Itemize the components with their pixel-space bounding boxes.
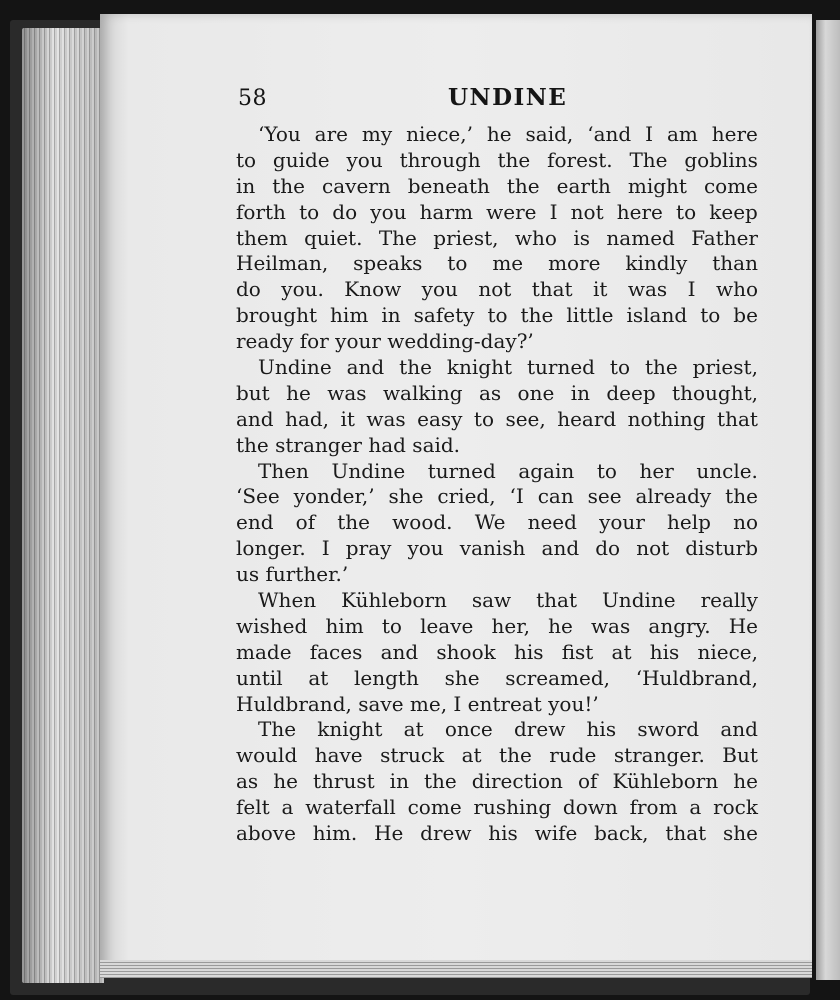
word: you xyxy=(407,536,444,561)
word: safety xyxy=(413,303,475,328)
word: once xyxy=(444,717,493,742)
word: him xyxy=(325,613,364,638)
word: through xyxy=(399,147,481,172)
word: and xyxy=(236,406,274,431)
word: me xyxy=(492,251,524,276)
word: The xyxy=(629,147,668,172)
word: He xyxy=(374,821,404,846)
word: she xyxy=(444,665,480,690)
text-line: the stranger had said. xyxy=(236,432,461,457)
word: saw xyxy=(471,588,512,613)
word: it xyxy=(593,277,608,302)
word: the xyxy=(644,355,678,380)
text-line: Huldbrand, save me, I entreat you!’ xyxy=(236,691,599,716)
text-line xyxy=(236,484,758,510)
word: as xyxy=(478,380,502,405)
text-line xyxy=(236,122,758,148)
word: said, xyxy=(525,122,574,146)
word: of xyxy=(295,510,316,535)
word: wood. xyxy=(392,510,453,535)
word: He xyxy=(728,613,758,638)
word: sword xyxy=(637,717,700,742)
word: until xyxy=(236,665,283,690)
word: need xyxy=(527,510,577,535)
word: I xyxy=(687,277,696,302)
word: ‘I xyxy=(509,484,524,509)
word: longer. xyxy=(236,536,306,561)
word: turned xyxy=(526,355,595,380)
word: the xyxy=(497,147,531,172)
word: rock xyxy=(713,795,758,820)
word: kindly xyxy=(625,251,688,276)
word: Know xyxy=(344,277,402,302)
word: turned xyxy=(427,458,496,483)
word: to xyxy=(473,406,494,431)
text-line xyxy=(236,251,758,277)
word: the xyxy=(725,484,758,509)
word: nothing xyxy=(627,406,706,431)
word: direction xyxy=(471,769,563,794)
word: beneath xyxy=(407,173,490,198)
word: a xyxy=(281,795,294,820)
word: rushing xyxy=(473,795,552,820)
word: more xyxy=(548,251,601,276)
text-line: ready for your wedding-day?’ xyxy=(236,329,534,354)
word: you xyxy=(370,199,407,224)
word: to xyxy=(700,303,721,328)
word: was xyxy=(366,406,406,431)
word: am xyxy=(666,122,698,146)
word: cried, xyxy=(437,484,496,509)
word: I xyxy=(549,199,558,224)
word: priest, xyxy=(433,225,499,250)
word: to xyxy=(609,355,630,380)
word: Undine xyxy=(601,588,676,613)
word: drew xyxy=(514,717,566,742)
body-text xyxy=(236,122,758,847)
word: Father xyxy=(691,225,758,250)
word: had, xyxy=(285,406,330,431)
word: to xyxy=(299,199,320,224)
text-line xyxy=(236,407,758,433)
word: see, xyxy=(505,406,546,431)
word: already xyxy=(635,484,712,509)
word: stranger. xyxy=(613,743,705,768)
word: ‘and xyxy=(587,122,632,146)
word: earth xyxy=(556,173,611,198)
word: at xyxy=(611,639,632,664)
word: really xyxy=(700,588,758,613)
text-line xyxy=(236,226,758,252)
word: back, xyxy=(594,821,649,846)
word: forth xyxy=(236,199,286,224)
word: Undine xyxy=(331,458,406,483)
word: he xyxy=(486,122,512,146)
word: in xyxy=(389,769,409,794)
word: vanish xyxy=(459,536,526,561)
word: and xyxy=(541,536,580,561)
word: thought, xyxy=(672,380,758,405)
word: she xyxy=(722,821,758,846)
word: made xyxy=(236,639,292,664)
text-line xyxy=(236,717,758,743)
word: as xyxy=(236,769,259,794)
word: thrust xyxy=(312,769,375,794)
word: easy xyxy=(417,406,463,431)
word: end xyxy=(236,510,274,535)
text-line xyxy=(236,743,758,769)
text-line xyxy=(236,795,758,821)
word: uncle. xyxy=(696,458,758,483)
word: to xyxy=(236,147,257,172)
word: angry. xyxy=(648,613,711,638)
word: him xyxy=(330,303,369,328)
word: it xyxy=(340,406,355,431)
word: not xyxy=(636,536,670,561)
word: brought xyxy=(236,303,318,328)
word: come xyxy=(407,795,462,820)
word: would xyxy=(236,743,298,768)
word: disturb xyxy=(685,536,758,561)
word: above xyxy=(236,821,296,846)
word: But xyxy=(722,743,758,768)
word: in xyxy=(381,303,401,328)
word: quiet. xyxy=(304,225,363,250)
text-line xyxy=(236,355,758,381)
word: not xyxy=(570,199,604,224)
word: The xyxy=(378,225,417,250)
word: that xyxy=(531,277,573,302)
word: deep xyxy=(606,380,656,405)
word: leave xyxy=(420,613,474,638)
word: them xyxy=(236,225,288,250)
word: one xyxy=(517,380,555,405)
running-head: UNDINE xyxy=(448,84,568,111)
word: Kühleborn xyxy=(612,769,719,794)
word: niece,’ xyxy=(406,122,473,146)
word: guide xyxy=(272,147,330,172)
word: that xyxy=(665,821,707,846)
word: I xyxy=(321,536,330,561)
word: his xyxy=(488,821,518,846)
word: in xyxy=(236,173,256,198)
word: have xyxy=(314,743,363,768)
word: he xyxy=(733,769,758,794)
page-edges xyxy=(22,28,104,983)
word: to xyxy=(381,613,402,638)
word: her, xyxy=(491,613,530,638)
word: island xyxy=(626,303,688,328)
word: to xyxy=(676,199,697,224)
word: fist xyxy=(561,639,594,664)
text-line xyxy=(236,148,758,174)
word: but xyxy=(236,380,270,405)
word: forest. xyxy=(547,147,613,172)
text-line xyxy=(236,536,758,562)
word: again xyxy=(518,458,575,483)
word: pray xyxy=(345,536,392,561)
word: than xyxy=(712,251,758,276)
word: heard xyxy=(557,406,617,431)
word: niece, xyxy=(697,639,758,664)
word: the xyxy=(399,355,432,380)
word: were xyxy=(486,199,537,224)
word: rude xyxy=(549,743,597,768)
word: waterfall xyxy=(305,795,396,820)
word: the xyxy=(423,769,457,794)
word: knight xyxy=(317,717,383,742)
word: Heilman, xyxy=(236,251,329,276)
text-line xyxy=(236,510,758,536)
word: down xyxy=(562,795,618,820)
word: yonder,’ xyxy=(293,484,375,509)
word: at xyxy=(461,743,482,768)
word: no xyxy=(733,510,758,535)
word: of xyxy=(577,769,598,794)
page-bottom-edge xyxy=(100,960,812,978)
word: the xyxy=(499,743,532,768)
word: faces xyxy=(309,639,363,664)
text-line: us further.’ xyxy=(236,562,349,587)
word: his xyxy=(649,639,680,664)
word: and xyxy=(380,639,419,664)
word: him. xyxy=(312,821,358,846)
word: who xyxy=(715,277,758,302)
text-line xyxy=(236,640,758,666)
word: The xyxy=(258,717,297,742)
word: Then xyxy=(258,458,309,483)
word: who xyxy=(514,225,557,250)
word: he xyxy=(273,769,298,794)
word: keep xyxy=(709,199,758,224)
word: We xyxy=(474,510,506,535)
word: wife xyxy=(534,821,578,846)
word: wished xyxy=(236,613,308,638)
word: she xyxy=(388,484,424,509)
word: was xyxy=(327,380,367,405)
word: to xyxy=(447,251,468,276)
word: he xyxy=(548,613,573,638)
word: at xyxy=(403,717,424,742)
word: is xyxy=(573,225,591,250)
word: do xyxy=(332,199,358,224)
word: to xyxy=(487,303,508,328)
word: a xyxy=(689,795,702,820)
word: ‘See xyxy=(236,484,280,509)
word: ‘Huldbrand, xyxy=(635,665,758,690)
word: here xyxy=(616,199,663,224)
word: walking xyxy=(382,380,463,405)
word: not xyxy=(478,277,512,302)
word: are xyxy=(314,122,348,146)
word: can xyxy=(537,484,574,509)
text-line xyxy=(236,769,758,795)
word: you. xyxy=(281,277,324,302)
word: to xyxy=(596,458,617,483)
word: the xyxy=(506,173,540,198)
word: Undine xyxy=(258,355,332,380)
word: from xyxy=(629,795,678,820)
word: your xyxy=(599,510,645,535)
word: speaks xyxy=(353,251,423,276)
text-line xyxy=(236,174,758,200)
word: ‘You xyxy=(258,122,301,146)
word: the xyxy=(337,510,371,535)
text-line xyxy=(236,200,758,226)
word: length xyxy=(354,665,419,690)
word: felt xyxy=(236,795,270,820)
word: at xyxy=(308,665,329,690)
word: Kühleborn xyxy=(341,588,447,613)
word: struck xyxy=(380,743,445,768)
word: I xyxy=(645,122,654,146)
word: you xyxy=(346,147,383,172)
word: his xyxy=(513,639,544,664)
word: the xyxy=(520,303,554,328)
word: his xyxy=(586,717,617,742)
word: he xyxy=(286,380,311,405)
word: help xyxy=(667,510,711,535)
word: come xyxy=(703,173,758,198)
text-line xyxy=(236,821,758,847)
text-line xyxy=(236,277,758,303)
text-line xyxy=(236,303,758,329)
word: little xyxy=(566,303,614,328)
word: might xyxy=(627,173,687,198)
text-line xyxy=(236,588,758,614)
word: her xyxy=(639,458,674,483)
word: drew xyxy=(420,821,472,846)
word: screamed, xyxy=(505,665,611,690)
word: was xyxy=(627,277,668,302)
word: priest, xyxy=(692,355,758,380)
word: harm xyxy=(419,199,473,224)
word: be xyxy=(733,303,758,328)
page-number: 58 xyxy=(238,86,267,111)
word: do xyxy=(236,277,261,302)
text-line xyxy=(236,614,758,640)
text-line xyxy=(236,381,758,407)
page-header xyxy=(238,84,758,114)
word: in xyxy=(570,380,590,405)
text-line xyxy=(236,459,758,485)
word: my xyxy=(361,122,393,146)
word: that xyxy=(536,588,577,613)
word: do xyxy=(595,536,621,561)
word: shook xyxy=(436,639,496,664)
word: that xyxy=(717,406,758,431)
word: and xyxy=(346,355,385,380)
word: the xyxy=(272,173,306,198)
facing-page-edge xyxy=(816,20,840,980)
word: knight xyxy=(446,355,513,380)
word: here xyxy=(711,122,758,146)
word: was xyxy=(590,613,631,638)
word: goblins xyxy=(684,147,758,172)
word: see xyxy=(587,484,622,509)
text-line xyxy=(236,666,758,692)
word: you xyxy=(421,277,458,302)
word: cavern xyxy=(322,173,391,198)
word: named xyxy=(606,225,675,250)
word: and xyxy=(720,717,758,742)
word: When xyxy=(258,588,317,613)
